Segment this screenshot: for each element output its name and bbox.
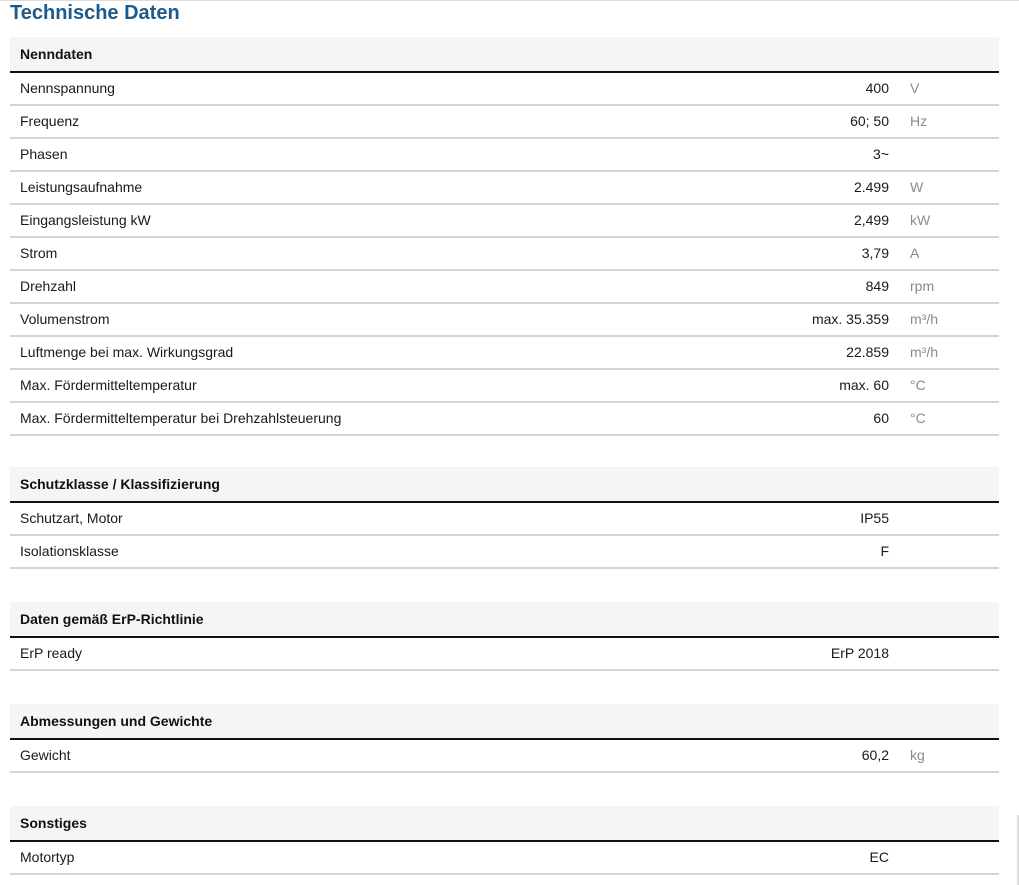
section-header: Sonstiges bbox=[10, 806, 999, 842]
spec-label: Drehzahl bbox=[20, 278, 77, 294]
spec-label: Strom bbox=[20, 245, 58, 261]
spec-label: Schutzart, Motor bbox=[20, 510, 123, 526]
spec-row bbox=[10, 370, 999, 403]
spec-unit: Hz bbox=[910, 113, 928, 129]
spec-value: 2,499 bbox=[853, 212, 889, 228]
section-header: Nenndaten bbox=[10, 37, 999, 73]
spec-section bbox=[10, 37, 999, 436]
spec-row bbox=[10, 503, 999, 536]
spec-unit: W bbox=[910, 179, 924, 195]
spec-label: Max. Fördermitteltemperatur bei Drehzahlsteuerung bbox=[20, 410, 342, 426]
spec-unit: °C bbox=[910, 410, 926, 426]
section-header: Daten gemäß ErP-Richtlinie bbox=[10, 602, 999, 638]
spec-value: max. 60 bbox=[839, 377, 889, 393]
spec-unit: m³/h bbox=[910, 311, 938, 327]
spec-value: IP55 bbox=[860, 510, 889, 526]
spec-label: Max. Fördermitteltemperatur bbox=[20, 377, 197, 393]
spec-value: ErP 2018 bbox=[830, 645, 889, 661]
spec-label: Volumenstrom bbox=[20, 311, 110, 327]
spec-value: 849 bbox=[865, 278, 889, 294]
spec-section bbox=[10, 602, 999, 671]
spec-unit: °C bbox=[910, 377, 926, 393]
spec-row bbox=[10, 403, 999, 436]
spec-row bbox=[10, 638, 999, 671]
spec-section bbox=[10, 704, 999, 773]
spec-value: 3~ bbox=[873, 146, 889, 162]
spec-value: 2.499 bbox=[853, 179, 889, 195]
spec-label: Isolationsklasse bbox=[20, 543, 119, 559]
spec-label: Frequenz bbox=[20, 113, 80, 129]
spec-section bbox=[10, 467, 999, 569]
spec-row bbox=[10, 205, 999, 238]
spec-label: Luftmenge bei max. Wirkungsgrad bbox=[20, 344, 234, 360]
spec-unit: V bbox=[910, 80, 920, 96]
spec-label: ErP ready bbox=[20, 645, 82, 661]
spec-value: 3,79 bbox=[861, 245, 889, 261]
spec-value: 22.859 bbox=[846, 344, 889, 360]
spec-unit: kW bbox=[910, 212, 931, 228]
spec-row bbox=[10, 172, 999, 205]
spec-value: 60,2 bbox=[861, 747, 889, 763]
spec-row bbox=[10, 842, 999, 875]
spec-section bbox=[10, 806, 999, 875]
spec-value: F bbox=[880, 543, 889, 559]
spec-row bbox=[10, 304, 999, 337]
spec-row bbox=[10, 106, 999, 139]
spec-label: Phasen bbox=[20, 146, 68, 162]
spec-row bbox=[10, 271, 999, 304]
spec-label: Nennspannung bbox=[20, 80, 115, 96]
spec-value: 60; 50 bbox=[850, 113, 889, 129]
page-title: Technische Daten bbox=[10, 2, 180, 24]
spec-row bbox=[10, 337, 999, 370]
spec-row bbox=[10, 73, 999, 106]
spec-row bbox=[10, 139, 999, 172]
spec-label: Motortyp bbox=[20, 849, 75, 865]
spec-label: Eingangsleistung kW bbox=[20, 212, 151, 228]
section-header: Abmessungen und Gewichte bbox=[10, 704, 999, 740]
spec-row bbox=[10, 238, 999, 271]
spec-value: EC bbox=[869, 849, 889, 865]
spec-value: 60 bbox=[873, 410, 889, 426]
spec-label: Leistungsaufnahme bbox=[20, 179, 143, 195]
spec-unit: kg bbox=[910, 747, 925, 763]
spec-value: max. 35.359 bbox=[811, 311, 889, 327]
spec-row bbox=[10, 536, 999, 569]
spec-unit: A bbox=[910, 245, 920, 261]
spec-label: Gewicht bbox=[20, 747, 71, 763]
section-header: Schutzklasse / Klassifizierung bbox=[10, 467, 999, 503]
spec-row bbox=[10, 740, 999, 773]
spec-unit: rpm bbox=[910, 278, 935, 294]
spec-value: 400 bbox=[865, 80, 889, 96]
spec-unit: m³/h bbox=[910, 344, 938, 360]
